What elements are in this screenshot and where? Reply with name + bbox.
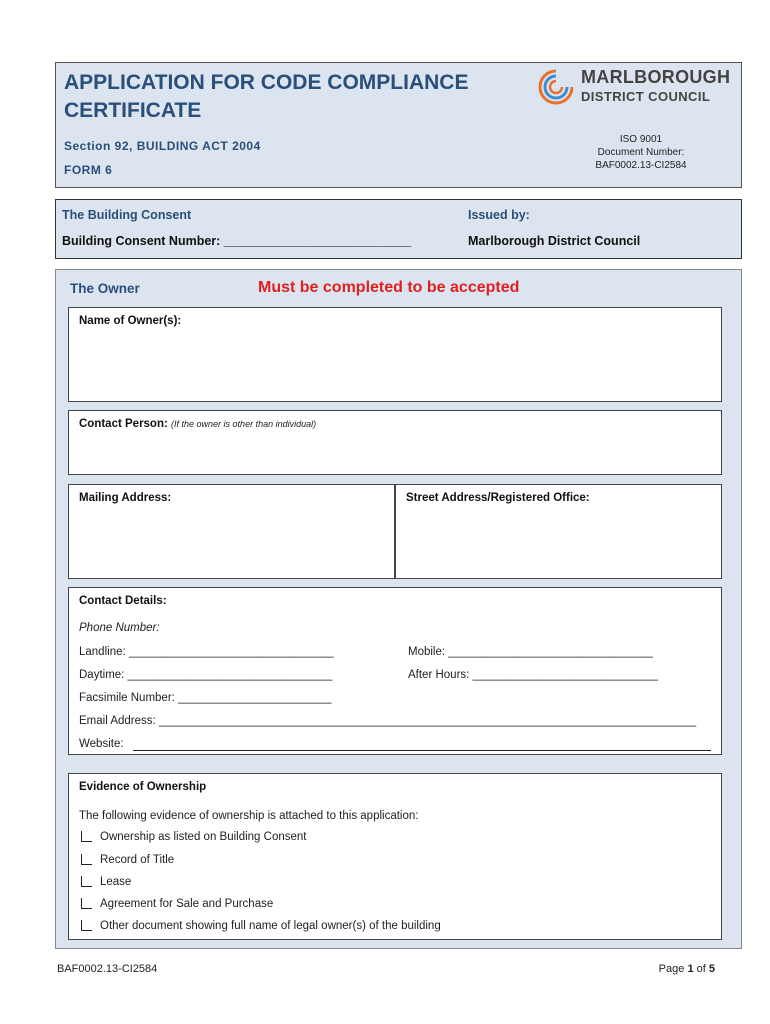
checkbox-icon[interactable] <box>81 831 92 842</box>
issued-by-value: Marlborough District Council <box>468 234 641 248</box>
evidence-option-label: Agreement for Sale and Purchase <box>100 898 274 910</box>
after-hours-field[interactable]: After Hours: _____________________________ <box>408 669 659 681</box>
form-header <box>55 62 742 188</box>
mailing-address-label: Mailing Address: <box>79 492 172 504</box>
contact-details-heading: Contact Details: <box>79 595 167 607</box>
checkbox-icon[interactable] <box>81 876 92 887</box>
website-field[interactable] <box>133 750 711 751</box>
street-address-field[interactable] <box>395 484 722 579</box>
owner-heading: The Owner <box>70 281 140 296</box>
form-number: FORM 6 <box>64 163 113 177</box>
checkbox-icon[interactable] <box>81 854 92 865</box>
mobile-field[interactable]: Mobile: ________________________________ <box>408 646 653 658</box>
checkbox-icon[interactable] <box>81 920 92 931</box>
required-warning: Must be completed to be accepted <box>258 279 520 296</box>
page-indicator <box>600 963 715 975</box>
contact-details-box <box>68 587 722 755</box>
building-consent-heading: The Building Consent <box>62 208 192 222</box>
owner-name-label: Name of Owner(s): <box>79 315 182 327</box>
document-number-label: Document Number: <box>597 147 685 158</box>
act-section: Section 92, BUILDING ACT 2004 <box>64 139 261 153</box>
street-address-label: Street Address/Registered Office: <box>406 492 590 504</box>
logo-name: MARLBOROUGH <box>581 67 731 87</box>
evidence-option-other-document[interactable] <box>81 920 441 932</box>
mailing-address-field[interactable] <box>68 484 395 579</box>
document-number: BAF0002.13-CI2584 <box>595 160 687 171</box>
contact-person-note: (If the owner is other than individual) <box>171 419 317 429</box>
evidence-intro: The following evidence of ownership is attached to this application: <box>79 810 419 822</box>
document-info <box>576 133 706 172</box>
page-prefix: Page <box>658 963 685 975</box>
logo-subname: DISTRICT COUNCIL <box>581 89 711 104</box>
evidence-option-label: Ownership as listed on Building Consent <box>100 831 307 843</box>
facsimile-field[interactable]: Facsimile Number: ________________________ <box>79 692 332 704</box>
owner-section <box>55 269 742 949</box>
evidence-option-label: Other document showing full name of legal owner(s) of the building <box>100 920 441 932</box>
evidence-option-label: Record of Title <box>100 854 175 866</box>
daytime-field[interactable]: Daytime: ________________________________ <box>79 669 333 681</box>
evidence-option-sale-purchase[interactable] <box>81 898 273 910</box>
contact-person-label-text: Contact Person: <box>79 418 168 430</box>
building-consent-number-field[interactable]: Building Consent Number: ___________________________ <box>62 234 412 248</box>
owner-name-field[interactable] <box>68 307 722 402</box>
issued-by-heading: Issued by: <box>468 208 530 222</box>
page-current: 1 <box>687 963 694 975</box>
evidence-option-record-of-title[interactable] <box>81 854 174 866</box>
council-logo-icon <box>536 67 576 107</box>
footer-document-id: BAF0002.13-CI2584 <box>57 963 158 975</box>
evidence-option-lease[interactable] <box>81 876 131 888</box>
evidence-option-label: Lease <box>100 876 132 888</box>
phone-number-heading: Phone Number: <box>79 622 160 634</box>
evidence-heading: Evidence of Ownership <box>79 781 207 793</box>
website-label: Website: <box>79 738 124 750</box>
building-consent-panel <box>55 199 742 259</box>
page-of: of <box>696 963 706 975</box>
contact-person-label <box>79 418 316 430</box>
checkbox-icon[interactable] <box>81 898 92 909</box>
evidence-of-ownership-box <box>68 773 722 940</box>
contact-person-field[interactable] <box>68 410 722 475</box>
evidence-option-building-consent[interactable] <box>81 831 306 843</box>
form-title: APPLICATION FOR CODE COMPLIANCE CERTIFICATE <box>64 71 469 122</box>
landline-field[interactable]: Landline: ________________________________ <box>79 646 334 658</box>
page-total: 5 <box>708 963 715 975</box>
iso-standard: ISO 9001 <box>619 134 663 145</box>
email-field[interactable]: Email Address: ____________________________________________________________________________________ <box>79 715 697 727</box>
